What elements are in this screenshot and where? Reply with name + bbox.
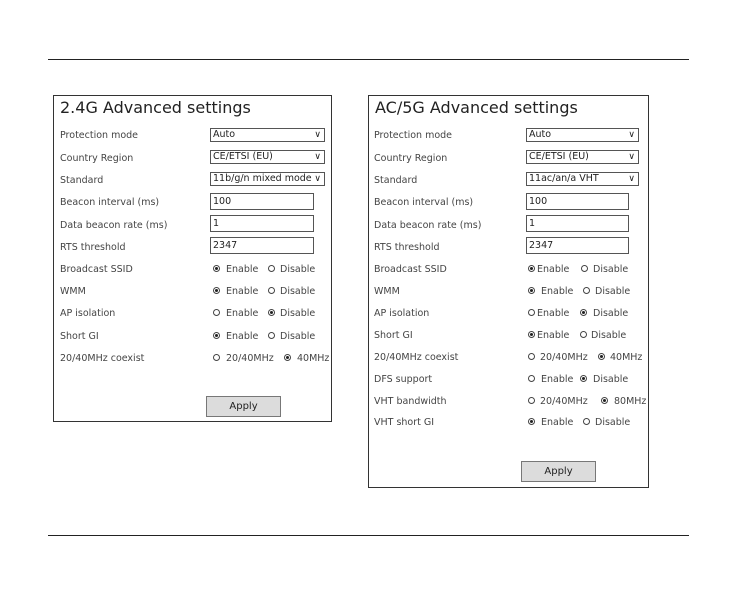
broadcast-ssid-enable-radio[interactable] bbox=[528, 265, 535, 272]
beacon-interval-input[interactable]: 100 bbox=[210, 193, 314, 210]
wmm-disable-radio[interactable] bbox=[268, 287, 275, 294]
protection-mode-label: Protection mode bbox=[374, 130, 453, 141]
standard-label: Standard bbox=[60, 175, 104, 186]
dfs-disable-text: Disable bbox=[593, 374, 629, 385]
beacon-interval-input[interactable]: 100 bbox=[526, 193, 629, 210]
vht-short-gi-disable-text: Disable bbox=[595, 417, 631, 428]
ap-isolation-label: AP isolation bbox=[60, 308, 116, 319]
broadcast-ssid-enable-text: Enable bbox=[226, 264, 259, 275]
chevron-down-icon: ∨ bbox=[628, 152, 635, 162]
standard-select[interactable] bbox=[210, 172, 325, 186]
data-beacon-rate-label: Data beacon rate (ms) bbox=[60, 220, 168, 231]
vht-short-gi-enable-radio[interactable] bbox=[528, 418, 535, 425]
chevron-down-icon: ∨ bbox=[314, 174, 321, 184]
short-gi-label: Short GI bbox=[60, 331, 99, 342]
short-gi-disable-radio[interactable] bbox=[268, 332, 275, 339]
dfs-disable-radio[interactable] bbox=[580, 375, 587, 382]
dfs-support-label: DFS support bbox=[374, 374, 433, 385]
dfs-enable-text: Enable bbox=[541, 374, 574, 385]
vht-short-gi-label: VHT short GI bbox=[374, 417, 435, 428]
panel-5g-advanced bbox=[368, 95, 649, 488]
short-gi-disable-text: Disable bbox=[591, 330, 627, 341]
short-gi-disable-radio[interactable] bbox=[580, 331, 587, 338]
standard-select[interactable] bbox=[526, 172, 639, 186]
country-region-label: Country Region bbox=[60, 153, 134, 164]
protection-mode-select[interactable] bbox=[210, 128, 325, 142]
broadcast-ssid-disable-radio[interactable] bbox=[581, 265, 588, 272]
rts-threshold-label: RTS threshold bbox=[60, 242, 126, 253]
bottom-divider bbox=[48, 535, 689, 536]
beacon-interval-label: Beacon interval (ms) bbox=[374, 197, 474, 208]
short-gi-enable-text: Enable bbox=[226, 331, 259, 342]
vht-bandwidth-20-40-radio[interactable] bbox=[528, 397, 535, 404]
rts-threshold-input[interactable]: 2347 bbox=[210, 237, 314, 254]
apply-button[interactable]: Apply bbox=[206, 396, 281, 417]
broadcast-ssid-enable-radio[interactable] bbox=[213, 265, 220, 272]
short-gi-enable-text: Enable bbox=[537, 330, 570, 341]
top-divider bbox=[48, 59, 689, 60]
ap-isolation-enable-radio[interactable] bbox=[213, 309, 220, 316]
ap-isolation-disable-radio[interactable] bbox=[580, 309, 587, 316]
ap-isolation-enable-radio[interactable] bbox=[528, 309, 535, 316]
wmm-disable-radio[interactable] bbox=[583, 287, 590, 294]
wmm-enable-radio[interactable] bbox=[528, 287, 535, 294]
short-gi-enable-radio[interactable] bbox=[528, 331, 535, 338]
coexist-40-radio[interactable] bbox=[284, 354, 291, 361]
vht-bandwidth-80-radio[interactable] bbox=[601, 397, 608, 404]
ap-isolation-disable-text: Disable bbox=[280, 308, 316, 319]
wmm-enable-text: Enable bbox=[541, 286, 574, 297]
ap-isolation-enable-text: Enable bbox=[537, 308, 570, 319]
coexist-20-40-text: 20/40MHz bbox=[226, 353, 274, 364]
short-gi-disable-text: Disable bbox=[280, 331, 316, 342]
data-beacon-rate-input[interactable]: 1 bbox=[210, 215, 314, 232]
protection-mode-value: Auto bbox=[213, 129, 236, 140]
protection-mode-select[interactable] bbox=[526, 128, 639, 142]
broadcast-ssid-enable-text: Enable bbox=[537, 264, 570, 275]
broadcast-ssid-disable-radio[interactable] bbox=[268, 265, 275, 272]
wmm-enable-radio[interactable] bbox=[213, 287, 220, 294]
coexist-label: 20/40MHz coexist bbox=[374, 352, 459, 363]
wmm-disable-text: Disable bbox=[280, 286, 316, 297]
rts-threshold-input[interactable]: 2347 bbox=[526, 237, 629, 254]
short-gi-label: Short GI bbox=[374, 330, 413, 341]
broadcast-ssid-label: Broadcast SSID bbox=[374, 264, 447, 275]
country-region-label: Country Region bbox=[374, 153, 448, 164]
coexist-40-text: 40MHz bbox=[610, 352, 643, 363]
country-region-value: CE/ETSI (EU) bbox=[213, 151, 273, 162]
coexist-label: 20/40MHz coexist bbox=[60, 353, 145, 364]
apply-button[interactable]: Apply bbox=[521, 461, 596, 482]
country-region-select[interactable] bbox=[210, 150, 325, 164]
ap-isolation-disable-text: Disable bbox=[593, 308, 629, 319]
short-gi-enable-radio[interactable] bbox=[213, 332, 220, 339]
coexist-20-40-text: 20/40MHz bbox=[540, 352, 588, 363]
coexist-20-40-radio[interactable] bbox=[528, 353, 535, 360]
broadcast-ssid-disable-text: Disable bbox=[280, 264, 316, 275]
chevron-down-icon: ∨ bbox=[628, 174, 635, 184]
vht-bandwidth-20-40-text: 20/40MHz bbox=[540, 396, 588, 407]
broadcast-ssid-disable-text: Disable bbox=[593, 264, 629, 275]
standard-value: 11ac/an/a VHT bbox=[529, 173, 599, 184]
chevron-down-icon: ∨ bbox=[314, 130, 321, 140]
protection-mode-value: Auto bbox=[529, 129, 552, 140]
vht-short-gi-enable-text: Enable bbox=[541, 417, 574, 428]
coexist-20-40-radio[interactable] bbox=[213, 354, 220, 361]
vht-bandwidth-80-text: 80MHz bbox=[614, 396, 647, 407]
rts-threshold-label: RTS threshold bbox=[374, 242, 440, 253]
protection-mode-label: Protection mode bbox=[60, 130, 139, 141]
panel-title: AC/5G Advanced settings bbox=[375, 98, 578, 117]
dfs-enable-radio[interactable] bbox=[528, 375, 535, 382]
ap-isolation-enable-text: Enable bbox=[226, 308, 259, 319]
data-beacon-rate-input[interactable]: 1 bbox=[526, 215, 629, 232]
wmm-label: WMM bbox=[374, 286, 400, 297]
data-beacon-rate-label: Data beacon rate (ms) bbox=[374, 220, 482, 231]
chevron-down-icon: ∨ bbox=[628, 130, 635, 140]
wmm-enable-text: Enable bbox=[226, 286, 259, 297]
country-region-value: CE/ETSI (EU) bbox=[529, 151, 589, 162]
broadcast-ssid-label: Broadcast SSID bbox=[60, 264, 133, 275]
chevron-down-icon: ∨ bbox=[314, 152, 321, 162]
panel-2g-advanced bbox=[53, 95, 332, 422]
wmm-label: WMM bbox=[60, 286, 86, 297]
coexist-40-radio[interactable] bbox=[598, 353, 605, 360]
vht-bandwidth-label: VHT bandwidth bbox=[374, 396, 447, 407]
standard-value: 11b/g/n mixed mode bbox=[213, 173, 312, 184]
ap-isolation-label: AP isolation bbox=[374, 308, 430, 319]
standard-label: Standard bbox=[374, 175, 418, 186]
ap-isolation-disable-radio[interactable] bbox=[268, 309, 275, 316]
vht-short-gi-disable-radio[interactable] bbox=[583, 418, 590, 425]
wmm-disable-text: Disable bbox=[595, 286, 631, 297]
country-region-select[interactable] bbox=[526, 150, 639, 164]
panel-title: 2.4G Advanced settings bbox=[60, 98, 251, 117]
coexist-40-text: 40MHz bbox=[297, 353, 330, 364]
beacon-interval-label: Beacon interval (ms) bbox=[60, 197, 160, 208]
